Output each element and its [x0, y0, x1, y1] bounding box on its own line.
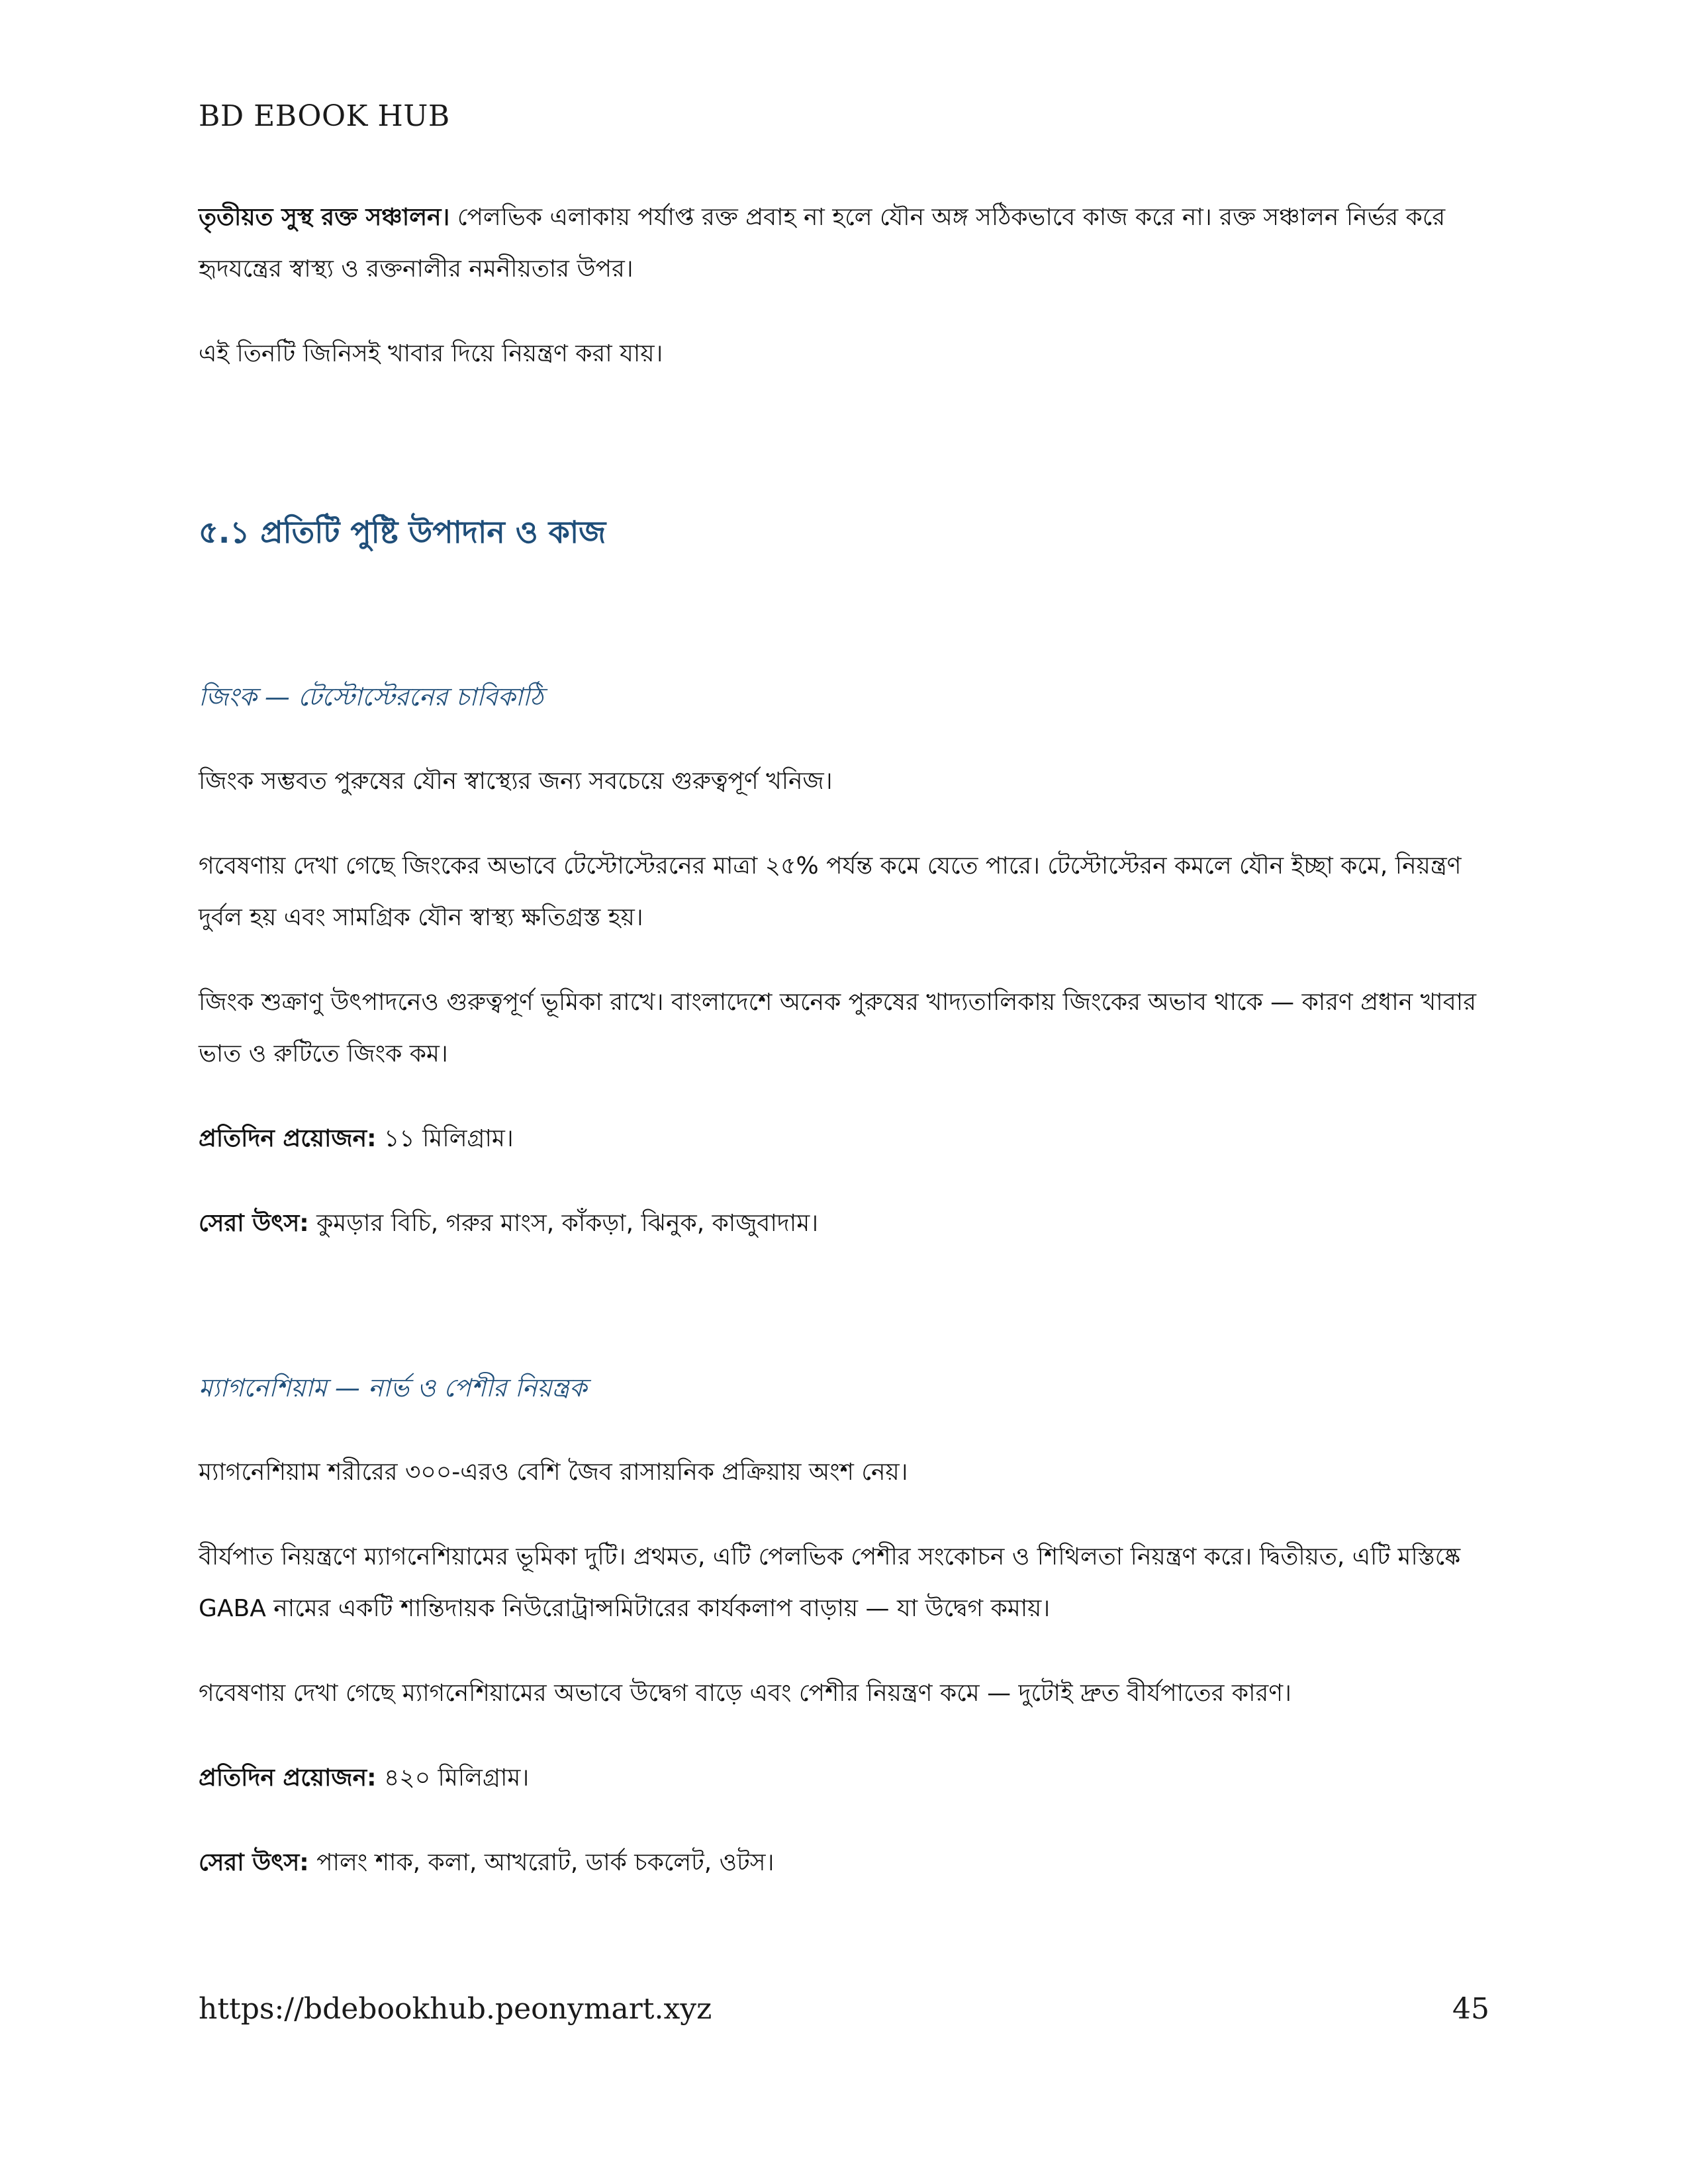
zinc-daily-label: প্রতিদিন প্রয়োজন:: [199, 1125, 377, 1152]
intro-paragraph-circulation: [199, 192, 1496, 295]
magnesium-paragraph-2: বীর্যপাত নিয়ন্ত্রণে ম্যাগনেশিয়ামের ভূমিকা দুটি। প্রথমত, এটি পেলভিক পেশীর সংকোচন ও শিথিলতা নিয়ন্ত্রণ করে। দ্বিতীয়ত, এটি মস্তিষ্কে GABA নামের একটি শান্তিদায়ক নিউরোট্রান্সমিটারের কার্যকলাপ বাড়ায় — যা উদ্বেগ কমায়।: [199, 1543, 1461, 1622]
magnesium-daily-requirement: [199, 1752, 1496, 1804]
magnesium-best-sources: [199, 1837, 1496, 1889]
footer-link[interactable]: https://bdebookhub.peonymart.xyz: [199, 1992, 712, 2026]
zinc-best-sources: [199, 1198, 1496, 1250]
intro-paragraph-control: এই তিনটি জিনিসই খাবার দিয়ে নিয়ন্ত্রণ করা যায়।: [199, 340, 663, 367]
zinc-paragraph-3: জিংক শুক্রাণু উৎপাদনেও গুরুত্বপূর্ণ ভূমিকা রাখে। বাংলাদেশে অনেক পুরুষের খাদ্যতালিকায় জিংকের অভাব থাকে — কারণ প্রধান খাবার ভাত ও রুটিতে জিংক কম।: [199, 989, 1477, 1068]
magnesium-daily-value: ৪২০ মিলিগ্রাম।: [376, 1764, 530, 1792]
magnesium-source-value: পালং শাক, কলা, আখরোট, ডার্ক চকলেট, ওটস।: [308, 1849, 774, 1876]
magnesium-paragraph-1: ম্যাগনেশিয়াম শরীরের ৩০০-এরও বেশি জৈব রাসায়নিক প্রক্রিয়ায় অংশ নেয়।: [199, 1459, 908, 1486]
zinc-daily-requirement: [199, 1113, 1496, 1165]
zinc-source-label: সেরা উৎস:: [199, 1210, 309, 1237]
magnesium-daily-label: প্রতিদিন প্রয়োজন:: [199, 1764, 377, 1792]
intro-paragraph-text: পেলভিক এলাকায় পর্যাপ্ত রক্ত প্রবাহ না হলে যৌন অঙ্গ সঠিকভাবে কাজ করে না। রক্ত সঞ্চালন নির্ভর করে হৃদযন্ত্রের স্বাস্থ্য ও রক্তনালীর নমনীয়তার উপর।: [199, 204, 1446, 283]
magnesium-paragraph-3: গবেষণায় দেখা গেছে ম্যাগনেশিয়ামের অভাবে উদ্বেগ বাড়ে এবং পেশীর নিয়ন্ত্রণ কমে — দুটোই দ্রুত বীর্যপাতের কারণ।: [199, 1680, 1291, 1707]
zinc-paragraph-2: গবেষণায় দেখা গেছে জিংকের অভাবে টেস্টোস্টেরনের মাত্রা ২৫% পর্যন্ত কমে যেতে পারে। টেস্টোস্টেরন কমলে যৌন ইচ্ছা কমে, নিয়ন্ত্রণ দুর্বল হয় এবং সামগ্রিক যৌন স্বাস্থ্য ক্ষতিগ্রস্ত হয়।: [199, 852, 1462, 931]
page-number: 45: [1452, 1992, 1489, 2026]
magnesium-subtitle: ম্যাগনেশিয়াম — নার্ভ ও পেশীর নিয়ন্ত্রক: [199, 1373, 587, 1402]
zinc-subtitle: জিংক — টেস্টোস্টেরনের চাবিকাঠি: [199, 682, 543, 711]
zinc-paragraph-1: জিংক সম্ভবত পুরুষের যৌন স্বাস্থ্যের জন্য সবচেয়ে গুরুত্বপূর্ণ খনিজ।: [199, 768, 833, 795]
page-content: [199, 192, 1496, 1922]
intro-lead-bold: তৃতীয়ত সুস্থ রক্ত সঞ্চালন।: [199, 204, 450, 231]
page-header: BD EBOOK HUB: [199, 99, 450, 133]
zinc-daily-value: ১১ মিলিগ্রাম।: [376, 1125, 514, 1152]
section-title: ৫.১ প্রতিটি পুষ্টি উপাদান ও কাজ: [199, 514, 606, 550]
magnesium-source-label: সেরা উৎস:: [199, 1849, 309, 1876]
zinc-source-value: কুমড়ার বিচি, গরুর মাংস, কাঁকড়া, ঝিনুক, কাজুবাদাম।: [308, 1210, 819, 1237]
